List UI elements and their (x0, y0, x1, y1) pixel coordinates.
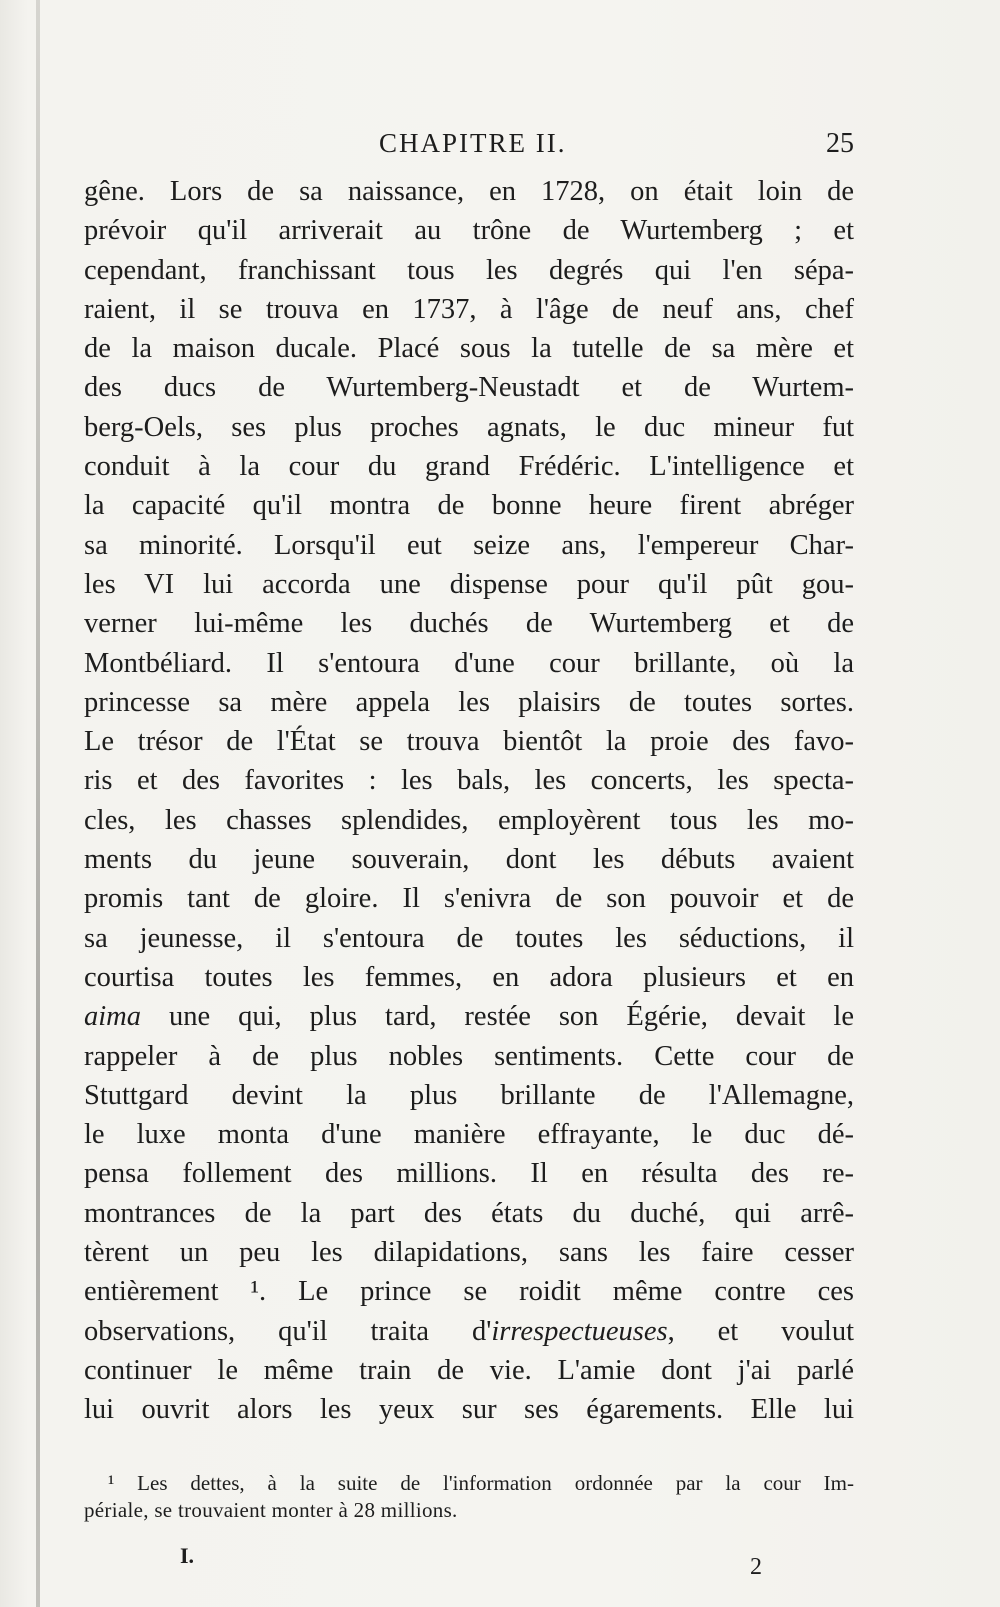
italic-word: aima (84, 1001, 141, 1033)
sheet-number: 2 (750, 1554, 762, 1580)
text-line: sa minorité. Lorsqu'il eut seize ans, l'empereur Char- (84, 529, 854, 561)
text-line: cles, les chasses splendides, employèrent tous les mo- (84, 804, 854, 836)
text-line: ments du jeune souverain, dont les débuts avaient (84, 844, 854, 876)
body-text (84, 172, 854, 1430)
italic-word: irrespectueuses (491, 1315, 668, 1347)
text-line: berg-Oels, ses plus proches agnats, le duc mineur fut (84, 411, 854, 443)
text-line: des ducs de Wurtemberg-Neustadt et de Wurtem- (84, 372, 854, 404)
text-line: verner lui-même les duchés de Wurtemberg et de (84, 608, 854, 640)
footnote-text: périale, se trouvaient monter à 28 millions. (84, 1498, 458, 1522)
text-segment: observations, qu'il traita d' (84, 1315, 492, 1347)
text-line: cependant, franchissant tous les degrés qui l'en sépa- (84, 254, 854, 286)
text-line: promis tant de gloire. Il s'enivra de son pouvoir et de (84, 883, 854, 915)
text-line: prévoir qu'il arriverait au trône de Wurtemberg ; et (84, 215, 854, 247)
signature-mark: I. (180, 1543, 195, 1568)
text-line: rappeler à de plus nobles sentiments. Cette cour de (84, 1040, 854, 1072)
running-head (84, 128, 854, 168)
text-line: Stuttgard devint la plus brillante de l'Allemagne, (84, 1079, 854, 1111)
footnote-line: ¹ Les dettes, à la suite de l'information ordonnée par la cour Im- (108, 1471, 854, 1495)
text-line: de la maison ducale. Placé sous la tutelle de sa mère et (84, 333, 854, 365)
text-line: Le trésor de l'État se trouva bientôt la proie des favo- (84, 726, 854, 758)
footnote (84, 1470, 854, 1524)
text-line: entièrement ¹. Le prince se roidit même contre ces (84, 1276, 854, 1308)
page-number: 25 (826, 128, 854, 159)
binding-edge (36, 0, 40, 1607)
text-line: courtisa toutes les femmes, en adora plusieurs et en (84, 961, 854, 993)
chapter-title: CHAPITRE II. (379, 128, 567, 158)
text-line: les VI lui accorda une dispense pour qu'il pût gou- (84, 568, 854, 600)
text-line: pensa follement des millions. Il en résulta des re- (84, 1158, 854, 1190)
text-line: le luxe monta d'une manière effrayante, le duc dé- (84, 1119, 854, 1151)
text-line: princesse sa mère appela les plaisirs de toutes sortes. (84, 686, 854, 718)
text-line-with-italic (84, 997, 854, 1036)
text-line: raient, il se trouva en 1737, à l'âge de neuf ans, chef (84, 293, 854, 325)
text-line: conduit à la cour du grand Frédéric. L'intelligence et (84, 451, 854, 483)
text-line: Montbéliard. Il s'entoura d'une cour brillante, où la (84, 647, 854, 679)
text-line: tèrent un peu les dilapidations, sans les faire cesser (84, 1237, 854, 1269)
text-line-with-italic (84, 1312, 854, 1351)
text-line: montrances de la part des états du duché, qui arrê- (84, 1197, 854, 1229)
text-line: la capacité qu'il montra de bonne heure firent abréger (84, 490, 854, 522)
text-line: ris et des favorites : les bals, les concerts, les specta- (84, 765, 854, 797)
text-segment: , et voulut (667, 1315, 854, 1347)
text-line: sa jeunesse, il s'entoura de toutes les séductions, il (84, 922, 854, 954)
footnote-line (84, 1497, 854, 1524)
text-line: lui ouvrit alors les yeux sur ses égarements. Elle lui (84, 1394, 854, 1426)
text-segment: une qui, plus tard, restée son Égérie, devait le (141, 1001, 854, 1033)
text-line: gêne. Lors de sa naissance, en 1728, on était loin de (84, 176, 854, 207)
text-line: continuer le même train de vie. L'amie dont j'ai parlé (84, 1354, 854, 1386)
